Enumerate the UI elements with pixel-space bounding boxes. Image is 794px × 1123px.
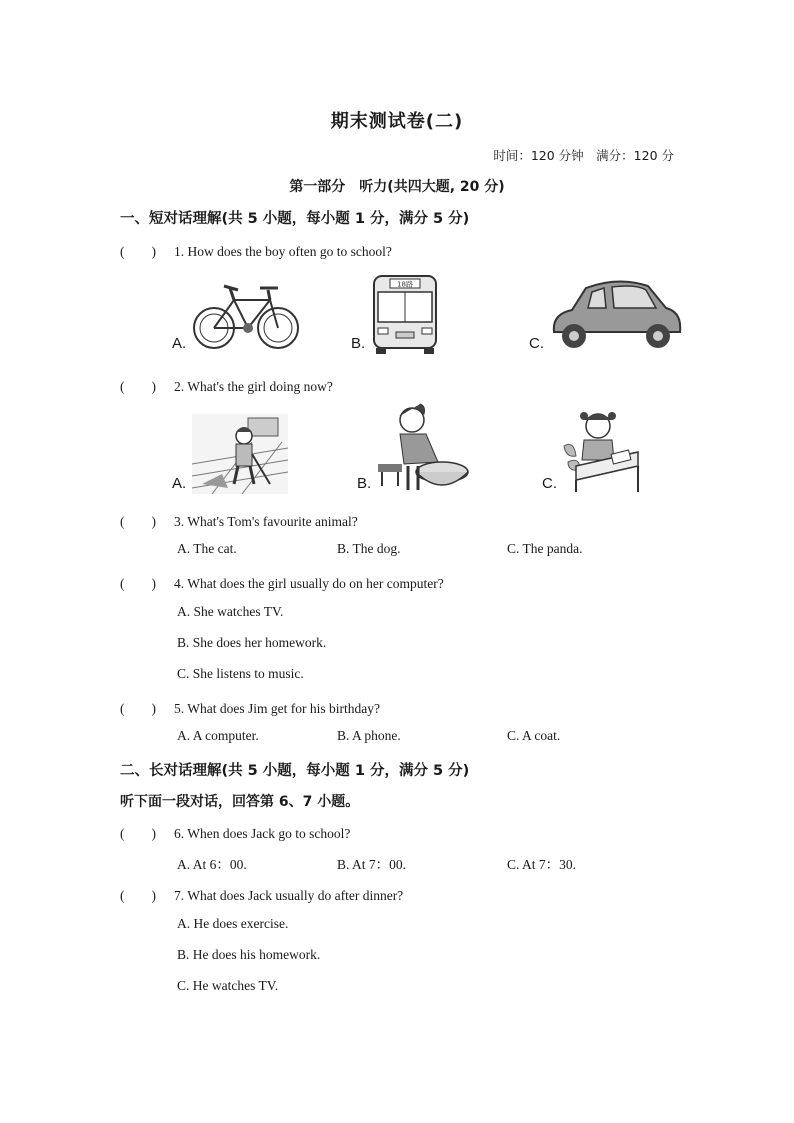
option-a[interactable]: A. A computer. (177, 728, 259, 743)
option-label-b: B. (357, 475, 372, 492)
option-label-c: C. (529, 335, 544, 352)
question-text: 4. What does the girl usually do on her computer? (174, 576, 444, 591)
girl-writing-icon (562, 406, 640, 494)
option-label-a: A. (172, 475, 187, 492)
answer-blank[interactable]: ( ) (120, 826, 156, 841)
option-b[interactable]: B. He does his homework. (177, 947, 321, 962)
option-label-b: B. (351, 335, 366, 352)
question-text: 5. What does Jim get for his birthday? (174, 701, 380, 716)
girl-washing-icon (376, 402, 470, 494)
page-title: 期末测试卷(二) (330, 111, 464, 132)
section-heading-1: 一、短对话理解(共 5 小题，每小题 1 分，满分 5 分) (120, 211, 470, 227)
answer-blank[interactable]: ( ) (120, 514, 156, 529)
option-b[interactable]: B. A phone. (337, 728, 401, 743)
question-2 (120, 375, 333, 395)
option-c[interactable]: C. The panda. (507, 541, 583, 556)
option-b[interactable]: B. At 7：00. (337, 857, 407, 872)
section-instruction: 听下面一段对话，回答第 6、7 小题。 (120, 794, 360, 810)
option-label-c: C. (542, 475, 557, 492)
question-5 (120, 697, 380, 717)
exam-meta: 时间：120 分钟 满分：120 分 (493, 148, 674, 163)
option-label-a: A. (172, 335, 187, 352)
answer-blank[interactable]: ( ) (120, 379, 156, 394)
question-text: 7. What does Jack usually do after dinner? (174, 888, 404, 903)
bus-route-sign: 18路 (397, 280, 413, 289)
option-a[interactable]: A. At 6：00. (177, 857, 247, 872)
question-6 (120, 822, 350, 842)
bicycle-icon (190, 278, 306, 354)
option-c[interactable]: C. At 7：30. (507, 857, 577, 872)
option-c[interactable]: C. He watches TV. (177, 978, 279, 993)
question-text: 6. When does Jack go to school? (174, 826, 351, 841)
option-b[interactable]: B. The dog. (337, 541, 401, 556)
question-7 (120, 884, 403, 904)
question-4 (120, 572, 444, 592)
question-3 (120, 510, 358, 530)
option-a[interactable]: A. The cat. (177, 541, 237, 556)
answer-blank[interactable]: ( ) (120, 576, 156, 591)
bus-icon (370, 272, 440, 356)
option-c[interactable]: C. A coat. (507, 728, 561, 743)
girl-sweeping-icon (192, 414, 288, 494)
question-text: 1. How does the boy often go to school? (174, 244, 392, 259)
answer-blank[interactable]: ( ) (120, 888, 156, 903)
answer-blank[interactable]: ( ) (120, 701, 156, 716)
option-b[interactable]: B. She does her homework. (177, 635, 327, 650)
option-a[interactable]: A. He does exercise. (177, 916, 289, 931)
question-1 (120, 240, 392, 260)
section-heading-2: 二、长对话理解(共 5 小题，每小题 1 分，满分 5 分) (120, 763, 470, 779)
option-c[interactable]: C. She listens to music. (177, 666, 304, 681)
answer-blank[interactable]: ( ) (120, 244, 156, 259)
question-text: 3. What's Tom's favourite animal? (174, 514, 358, 529)
car-icon (548, 276, 686, 354)
option-a[interactable]: A. She watches TV. (177, 604, 284, 619)
part-heading: 第一部分 听力(共四大题, 20 分) (289, 179, 505, 195)
question-text: 2. What's the girl doing now? (174, 379, 333, 394)
